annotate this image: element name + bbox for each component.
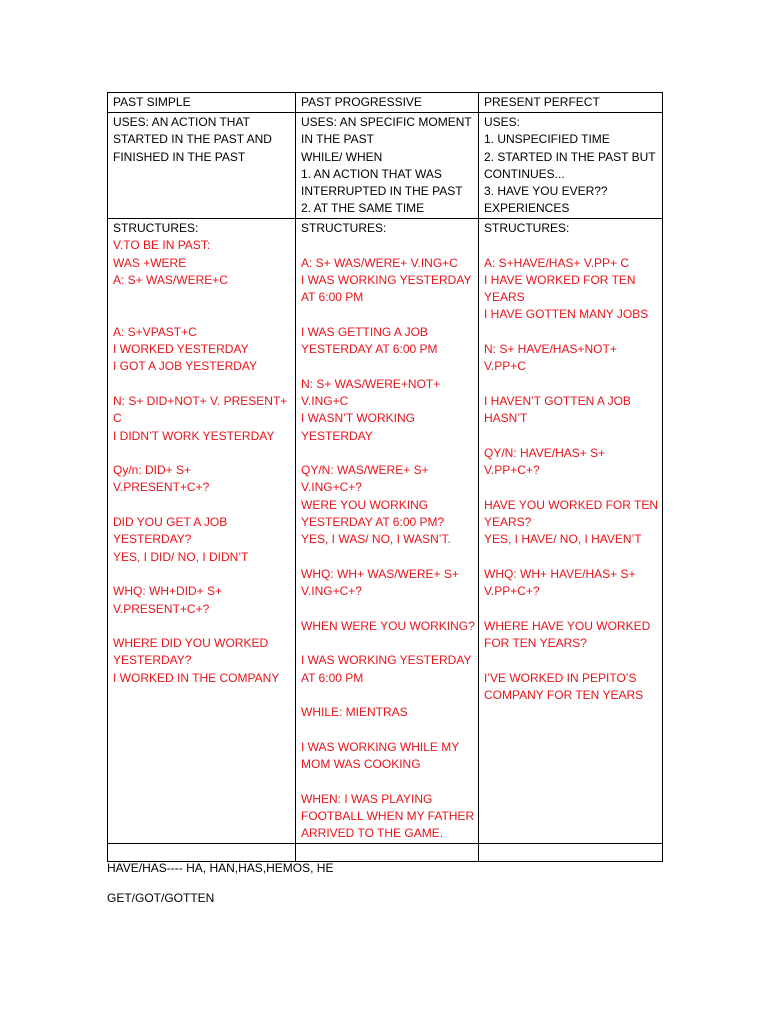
uses-line: 2. STARTED IN THE PAST BUT — [484, 149, 656, 164]
structures-cell — [108, 219, 296, 844]
structures-line: AT 6:00 PM — [301, 290, 364, 305]
structures-line: WERE YOU WORKING — [301, 497, 429, 512]
structures-line: V.ING+C+? — [301, 480, 362, 495]
structures-line: WHERE DID YOU WORKED — [113, 636, 269, 651]
structures-line: V.PP+C — [484, 359, 526, 374]
structures-line: YES, I HAVE/ NO, I HAVEN’T — [484, 532, 642, 547]
uses-line: USES: AN ACTION THAT — [113, 115, 250, 129]
structures-line: Qy/n: DID+ S+ — [113, 463, 192, 478]
structures-line: HAVE YOU WORKED FOR TEN — [484, 497, 659, 512]
structures-line — [113, 306, 290, 323]
structures-line — [301, 306, 473, 323]
header-present-perfect: PRESENT PERFECT — [479, 93, 663, 113]
structures-line — [113, 289, 290, 306]
empty-cell — [479, 843, 663, 861]
structures-row — [108, 219, 663, 844]
structures-line — [484, 549, 657, 566]
structures-line: WHQ: WH+DID+ S+ — [113, 584, 223, 599]
uses-line: 2. AT THE SAME TIME — [301, 201, 425, 216]
structures-line: AT 6:00 PM — [301, 670, 364, 685]
structures-line: STRUCTURES: — [301, 221, 387, 235]
structures-line: V.PP+C+? — [484, 584, 540, 599]
structures-line: YESTERDAY AT 6:00 PM — [301, 342, 438, 357]
structures-line: YES, I WAS/ NO, I WASN’T. — [301, 532, 451, 547]
structures-line — [484, 601, 657, 618]
uses-cell — [108, 113, 296, 219]
structures-line: ARRIVED TO THE GAME. — [301, 826, 444, 841]
uses-cell — [296, 113, 479, 219]
structures-line: I WAS WORKING YESTERDAY — [301, 653, 472, 668]
structures-line: I DIDN’T WORK YESTERDAY — [113, 428, 275, 443]
structures-line: HASN’T — [484, 411, 528, 426]
structures-line — [484, 479, 657, 496]
structures-line: MOM WAS COOKING — [301, 757, 421, 772]
uses-line: EXPERIENCES — [484, 201, 570, 216]
uses-line: INTERRUPTED IN THE PAST — [301, 184, 463, 199]
uses-line: USES: AN SPECIFIC MOMENT — [301, 115, 472, 129]
uses-line: 3. HAVE YOU EVER?? — [484, 184, 608, 199]
structures-line: V.ING+C+? — [301, 584, 362, 599]
structures-line: I GOT A JOB YESTERDAY — [113, 359, 258, 374]
structures-line: FOR TEN YEARS? — [484, 636, 587, 651]
structures-line: C — [113, 411, 122, 426]
structures-line — [301, 774, 473, 791]
structures-line: A: S+ WAS/WERE+ V.ING+C — [301, 255, 458, 270]
structures-line: STRUCTURES: — [113, 221, 199, 235]
structures-line: WHILE: MIENTRAS — [301, 705, 408, 720]
structures-line — [484, 324, 657, 341]
uses-line: USES: — [484, 115, 521, 129]
structures-line — [301, 601, 473, 618]
structures-line — [301, 445, 473, 462]
empty-row — [108, 843, 663, 861]
empty-cell — [108, 843, 296, 861]
uses-cell — [479, 113, 663, 219]
structures-line: I WAS WORKING YESTERDAY — [301, 272, 472, 287]
structures-line: YEARS — [484, 290, 525, 305]
structures-line: I WAS GETTING A JOB — [301, 324, 428, 339]
grammar-table — [107, 92, 663, 862]
note-have-has: HAVE/HAS---- HA, HAN,HAS,HEMOS, HE — [107, 861, 334, 875]
structures-line: N: S+ HAVE/HAS+NOT+ — [484, 342, 617, 357]
structures-line: WHQ: WH+ HAVE/HAS+ S+ — [484, 566, 636, 581]
uses-line: IN THE PAST — [301, 132, 374, 147]
structures-line: DID YOU GET A JOB — [113, 515, 228, 530]
structures-line — [113, 376, 290, 393]
structures-line: A: S+ WAS/WERE+C — [113, 272, 228, 287]
structures-line: V.ING+C — [301, 393, 349, 408]
uses-line: WHILE/ WHEN — [301, 149, 383, 164]
structures-line: V.PP+C+? — [484, 463, 540, 478]
structures-line: YES, I DID/ NO, I DIDN’T — [113, 549, 249, 564]
structures-line: COMPANY FOR TEN YEARS — [484, 688, 644, 703]
uses-line: FINISHED IN THE PAST — [113, 149, 246, 164]
uses-line: 1. UNSPECIFIED TIME — [484, 132, 610, 147]
structures-line: V.PRESENT+C+? — [113, 601, 210, 616]
structures-line — [484, 376, 657, 393]
structures-line: I WASN’T WORKING — [301, 411, 415, 426]
structures-line: YESTERDAY AT 6:00 PM? — [301, 515, 445, 530]
structures-line: N: S+ WAS/WERE+NOT+ — [301, 376, 441, 391]
structures-line: N: S+ DID+NOT+ V. PRESENT+ — [113, 393, 288, 408]
structures-line: A: S+VPAST+C — [113, 324, 197, 339]
structures-line — [113, 497, 290, 514]
uses-row — [108, 113, 663, 219]
structures-line: YESTERDAY? — [113, 653, 192, 668]
structures-line — [484, 428, 657, 445]
uses-line: STARTED IN THE PAST AND — [113, 132, 272, 147]
structures-line — [301, 722, 473, 739]
structures-line: V.PRESENT+C+? — [113, 480, 210, 495]
structures-line: V.TO BE IN PAST: — [113, 238, 211, 253]
structures-line: WHEN: I WAS PLAYING — [301, 791, 433, 806]
structures-line: I HAVE GOTTEN MANY JOBS — [484, 307, 649, 322]
structures-line — [113, 618, 290, 635]
structures-line: STRUCTURES: — [484, 221, 570, 235]
uses-line: CONTINUES... — [484, 166, 565, 181]
uses-line: 1. AN ACTION THAT WAS — [301, 166, 442, 181]
structures-line: YESTERDAY? — [113, 532, 192, 547]
structures-line — [301, 635, 473, 652]
structures-line — [301, 358, 473, 375]
note-get-got-gotten: GET/GOT/GOTTEN — [107, 891, 215, 905]
structures-line — [484, 237, 657, 254]
structures-line — [301, 549, 473, 566]
empty-cell — [296, 843, 479, 861]
header-past-progressive: PAST PROGRESSIVE — [296, 93, 479, 113]
structures-line: I HAVE WORKED FOR TEN — [484, 272, 636, 287]
structures-line — [113, 445, 290, 462]
structures-line: QY/N: HAVE/HAS+ S+ — [484, 445, 606, 460]
structures-line — [301, 237, 473, 254]
structures-cell — [479, 219, 663, 844]
structures-line: I WORKED YESTERDAY — [113, 342, 249, 357]
structures-line: I WORKED IN THE COMPANY — [113, 670, 280, 685]
header-past-simple: PAST SIMPLE — [108, 93, 296, 113]
structures-line: WHEN WERE YOU WORKING? — [301, 618, 475, 633]
structures-line: A: S+HAVE/HAS+ V.PP+ C — [484, 255, 630, 270]
structures-line: QY/N: WAS/WERE+ S+ — [301, 463, 429, 478]
structures-line: YESTERDAY — [301, 428, 373, 443]
structures-line: I’VE WORKED IN PEPITO’S — [484, 670, 637, 685]
structures-line: YEARS? — [484, 515, 532, 530]
header-row — [108, 93, 663, 113]
structures-line: WHERE HAVE YOU WORKED — [484, 618, 651, 633]
structures-cell — [296, 219, 479, 844]
structures-line: WAS +WERE — [113, 255, 187, 270]
structures-line — [113, 566, 290, 583]
structures-line: WHQ: WH+ WAS/WERE+ S+ — [301, 566, 459, 581]
structures-line: I HAVEN’T GOTTEN A JOB — [484, 393, 631, 408]
structures-line: FOOTBALL WHEN MY FATHER — [301, 809, 475, 824]
structures-line: I WAS WORKING WHILE MY — [301, 739, 460, 754]
structures-line — [484, 652, 657, 669]
structures-line — [301, 687, 473, 704]
